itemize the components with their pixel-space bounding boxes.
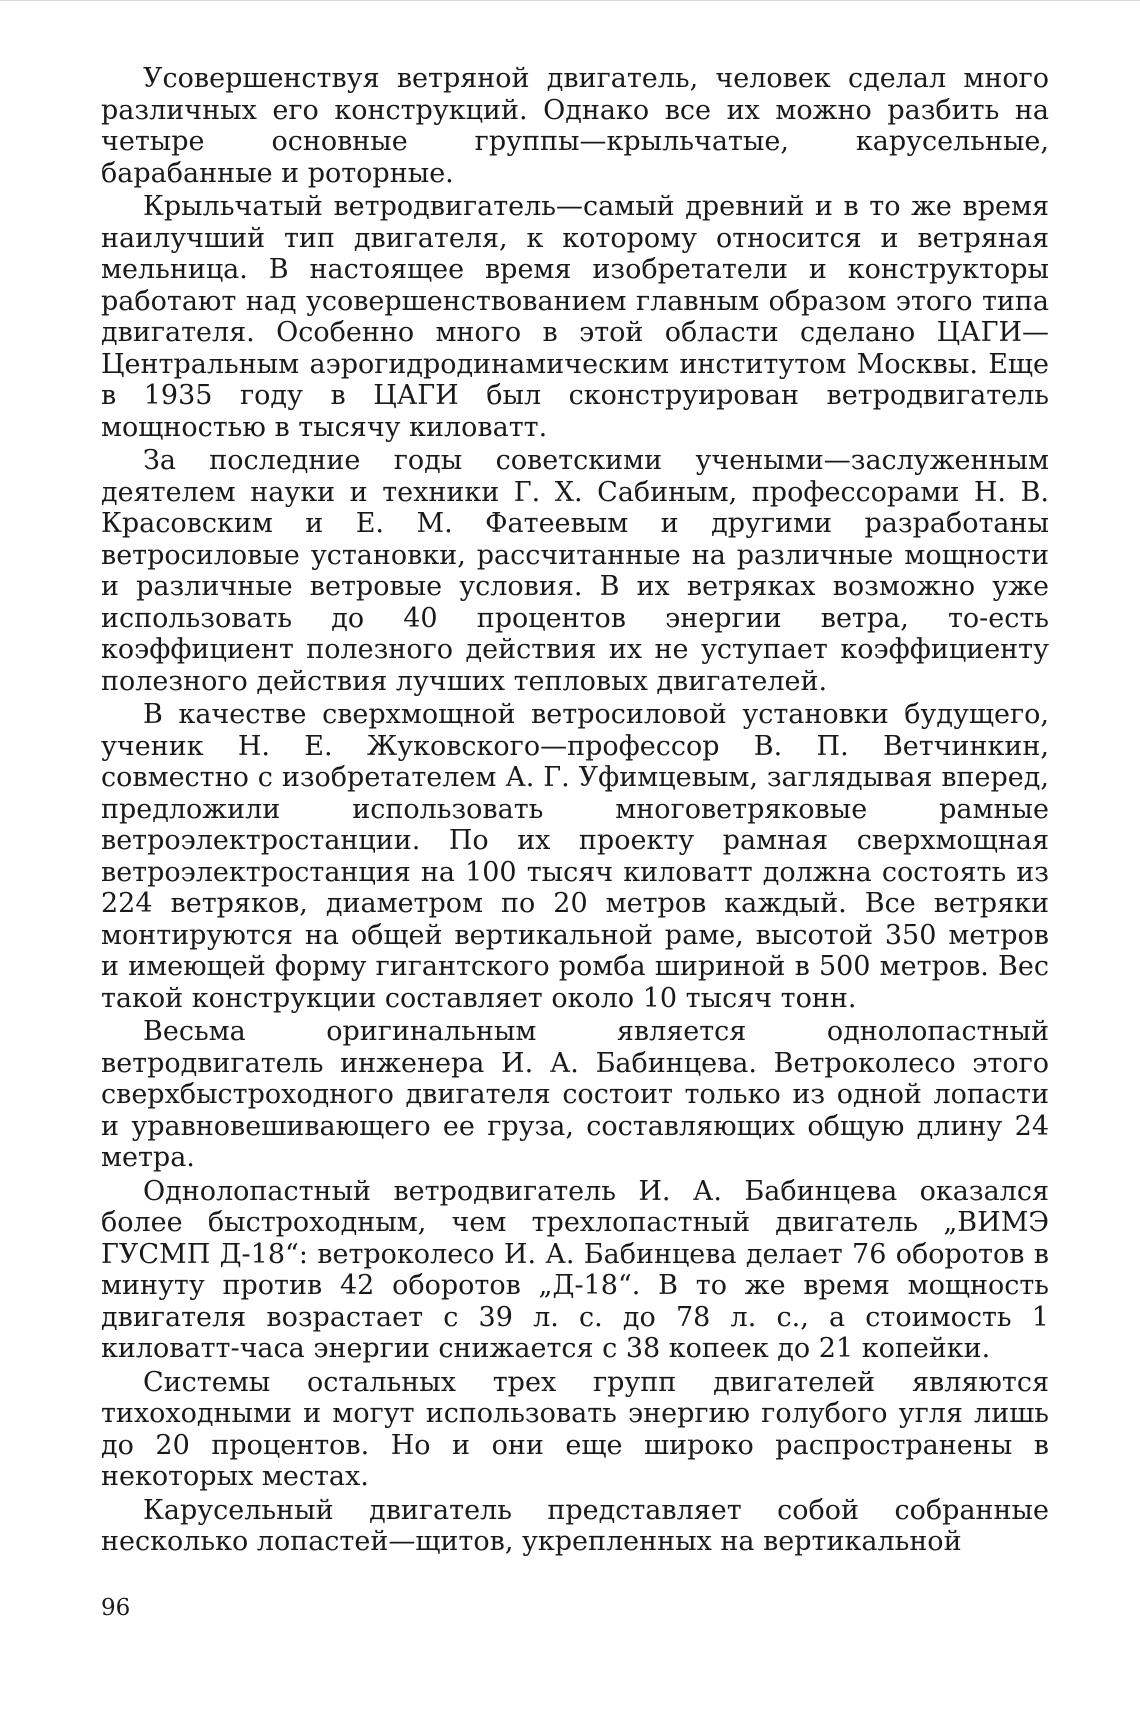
paragraph: Весьма оригинальным является однолопастный ветродвигатель инженера И. А. Бабинцева. Ветроколесо этого сверхбыстроходного двигателя состоит только из одной лопасти и уравновешивающего ее груза, составляющих общую длину 24 метра. bbox=[101, 1016, 1049, 1173]
paragraph: В качестве сверхмощной ветросиловой установки будущего, ученик Н. Е. Жуковского—профессор В. П. Ветчинкин, совместно с изобретателем А. Г. Уфимцевым, заглядывая вперед, предложили использовать многоветряковые рамные ветроэлектростанции. По их проекту рамная сверхмощная ветроэлектростанция на 100 тысяч киловатт должна состоять из 224 ветряков, диаметром по 20 метров каждый. Все ветряки монтируются на общей вертикальной раме, высотой 350 метров и имеющей форму гигантского ромба шириной в 500 метров. Вес такой конструкции составляет около 10 тысяч тонн. bbox=[101, 699, 1049, 1014]
paragraph: Крыльчатый ветродвигатель—самый древний и в то же время наилучший тип двигателя, к которому относится и ветряная мельница. В настоящее время изобретатели и конструкторы работают над усовершенствованием главным образом этого типа двигателя. Особенно много в этой области сделано ЦАГИ—Центральным аэрогидродинамическим институтом Москвы. Еще в 1935 году в ЦАГИ был сконструирован ветродвигатель мощностью в тысячу киловатт. bbox=[101, 191, 1049, 443]
paragraph: Усовершенствуя ветряной двигатель, человек сделал много различных его конструкций. Однако все их можно разбить на четыре основные группы—крыльчатые, карусельные, барабанные и роторные. bbox=[101, 63, 1049, 189]
paragraph: Однолопастный ветродвигатель И. А. Бабинцева оказался более быстроходным, чем трехлопастный двигатель „ВИМЭ ГУСМП Д-18“: ветроколесо И. А. Бабинцева делает 76 оборотов в минуту против 42 оборотов „Д-18“. В то же время мощность двигателя возрастает с 39 л. с. до 78 л. с., а стоимость 1 киловатт-часа энергии снижается с 38 копеек до 21 копейки. bbox=[101, 1175, 1049, 1364]
body-text bbox=[101, 63, 1049, 1560]
paragraph: За последние годы советскими учеными—заслуженным деятелем науки и техники Г. Х. Сабиным, профессорами Н. В. Красовским и Е. М. Фатеевым и другими разработаны ветросиловые установки, рассчитанные на различные мощности и различные ветровые условия. В их ветряках возможно уже использовать до 40 процентов энергии ветра, то-есть коэффициент полезного действия их не уступает коэффициенту полезного действия лучших тепловых двигателей. bbox=[101, 445, 1049, 697]
page-number: 96 bbox=[101, 1595, 131, 1621]
paragraph: Системы остальных трех групп двигателей являются тихоходными и могут использовать энергию голубого угля лишь до 20 процентов. Но и они еще широко распространены в некоторых местах. bbox=[101, 1366, 1049, 1492]
paragraph: Карусельный двигатель представляет собой собранные несколько лопастей—щитов, укрепленных на вертикальной bbox=[101, 1494, 1049, 1557]
